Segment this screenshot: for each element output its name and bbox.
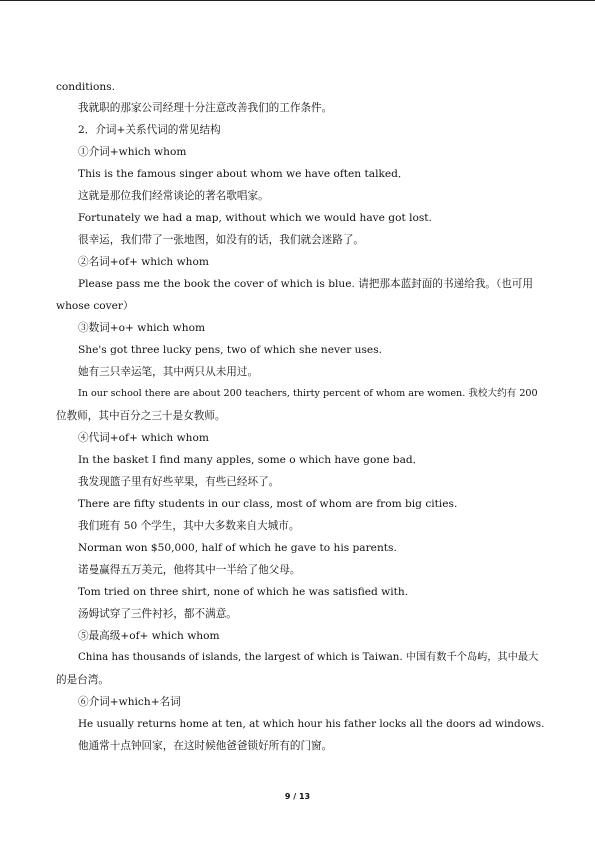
translation: 诺曼赢得五万美元，他将其中一半给了他父母。 xyxy=(78,564,301,576)
subsection-heading: ①介词+which whom xyxy=(78,146,187,158)
translation: 很幸运，我们带了一张地图，如没有的话，我们就会迷路了。 xyxy=(78,234,365,246)
subsection-heading: ③数词+o+ which whom xyxy=(78,322,205,334)
subsection-heading: ②名词+of+ which whom xyxy=(78,256,209,268)
example-sentence: There are fifty students in our class, most of whom are from big cities. xyxy=(78,498,458,510)
translation: 他通常十点钟回家，在这时候他爸爸锁好所有的门窗。 xyxy=(78,740,333,752)
text-line: 我就职的那家公司经理十分注意改善我们的工作条件。 xyxy=(78,102,333,114)
translation-continued: 位教师，其中百分之三十是女教师。 xyxy=(56,410,226,422)
translation: 我们班有 50 个学生，其中大多数来自大城市。 xyxy=(78,520,300,532)
example-sentence: She's got three lucky pens, two of which she never uses. xyxy=(78,344,383,356)
example-sentence: Please pass me the book the cover of which is blue. 请把那本蓝封面的书递给我。（也可用 xyxy=(78,278,533,290)
example-sentence: Tom tried on three shirt, none of which he was satisfied with. xyxy=(78,586,409,598)
example-sentence: In the basket I find many apples, some o which have gone bad． xyxy=(78,454,424,466)
translation-continued: 的是台湾。 xyxy=(56,674,109,686)
subsection-heading: ④代词+of+ which whom xyxy=(78,432,209,444)
example-sentence: Norman won $50,000, half of which he gave to his parents. xyxy=(78,542,397,554)
example-sentence: This is the famous singer about whom we have often talked． xyxy=(78,168,409,180)
translation: 这就是那位我们经常谈论的著名歌唱家。 xyxy=(78,190,269,202)
section-heading: 2．介词+关系代词的常见结构 xyxy=(78,124,221,136)
page-number: 9 / 13 xyxy=(284,792,311,801)
example-sentence: In our school there are about 200 teachers, thirty percent of whom are women. 我校大约有 200 xyxy=(78,388,538,399)
text-line: conditions. xyxy=(56,81,115,93)
page-top-rule xyxy=(0,0,595,1)
example-sentence: He usually returns home at ten, at which hour his father locks all the doors ad windows. xyxy=(78,718,545,730)
translation: 她有三只幸运笔，其中两只从未用过。 xyxy=(78,366,259,378)
subsection-heading: ⑤最高级+of+ which whom xyxy=(78,630,220,642)
translation: 汤姆试穿了三件衬衫，都不满意。 xyxy=(78,608,237,620)
subsection-heading: ⑥介词+which+名词 xyxy=(78,696,181,708)
example-sentence-continued: whose cover） xyxy=(56,300,134,312)
example-sentence: China has thousands of islands, the largest of which is Taiwan. 中国有数千个岛屿，其中最大 xyxy=(78,652,539,663)
translation: 我发现篮子里有好些苹果，有些已经坏了。 xyxy=(78,476,280,488)
example-sentence: Fortunately we had a map, without which we would have got lost. xyxy=(78,212,432,224)
